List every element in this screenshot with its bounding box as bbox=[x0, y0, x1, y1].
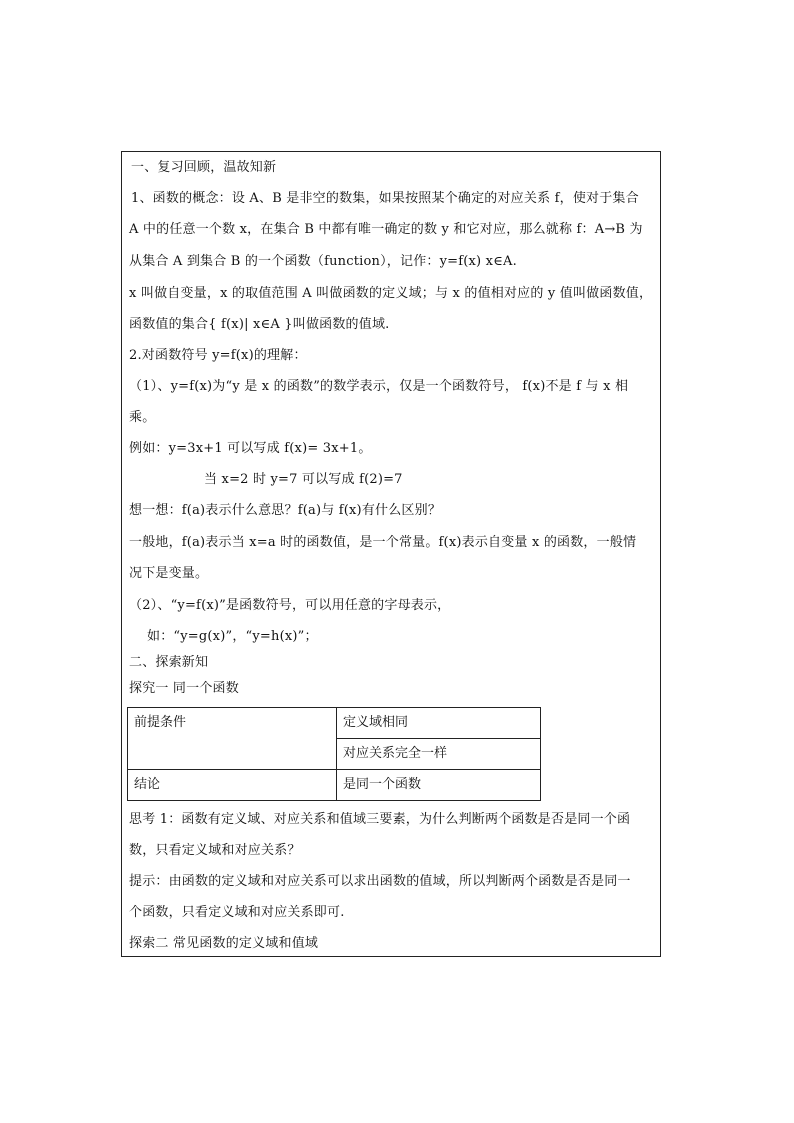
example-line-1: 例如：y=3x+1 可以写成 f(x)= 3x+1。 bbox=[129, 441, 372, 456]
review-heading: 一、复习回顾，温故知新 bbox=[131, 160, 277, 175]
symbol-line-1: （1）、y=f(x)为“y 是 x 的函数”的数学表示，仅是一个函数符号， f(x)不是 f 与 x 相 bbox=[129, 379, 629, 394]
think1-line-2: 数，只看定义域和对应关系？ bbox=[129, 843, 301, 858]
think1-line-1: 思考 1：函数有定义域、对应关系和值域三要素，为什么判断两个函数是否是同一个函 bbox=[129, 812, 631, 827]
think-line: 想一想：f(a)表示什么意思？f(a)与 f(x)有什么区别？ bbox=[129, 503, 442, 518]
table-row bbox=[128, 770, 541, 801]
premise-label: 前提条件 bbox=[134, 715, 187, 730]
answer-line-1: 一般地，f(a)表示当 x=a 时的函数值，是一个常量。f(x)表示自变量 x 的函数，一般情 bbox=[129, 535, 637, 550]
concept-line-4: x 叫做自变量，x 的取值范围 A 叫做函数的定义域；与 x 的值相对应的 y 值叫做函数值， bbox=[129, 286, 653, 301]
conclusion-value: 是同一个函数 bbox=[343, 777, 422, 792]
premise-value2-cell bbox=[337, 739, 541, 770]
premise-value1-cell bbox=[337, 708, 541, 739]
conclusion-label-cell bbox=[128, 770, 337, 801]
same-function-table bbox=[127, 707, 541, 801]
content-frame bbox=[121, 151, 661, 957]
explore2-title: 探索二 常见函数的定义域和值域 bbox=[129, 936, 319, 951]
example-line-2: 当 x=2 时 y=7 可以写成 f(2)=7 bbox=[204, 472, 403, 487]
symbol-heading: 2.对函数符号 y=f(x)的理解： bbox=[129, 348, 307, 363]
premise-value-1: 定义域相同 bbox=[343, 715, 409, 730]
concept-line-1: 1、函数的概念：设 A、B 是非空的数集，如果按照某个确定的对应关系 f，使对于集合 bbox=[131, 191, 639, 206]
conclusion-label: 结论 bbox=[134, 777, 161, 792]
point2-example: 如：“y=g(x)”，“y=h(x)”； bbox=[147, 629, 318, 644]
symbol-line-2: 乘。 bbox=[129, 410, 156, 425]
conclusion-value-cell bbox=[337, 770, 541, 801]
concept-line-5: 函数值的集合{ f(x)| x∈A }叫做函数的值域. bbox=[129, 317, 390, 332]
premise-label-cell bbox=[128, 708, 337, 770]
explore-heading: 二、探索新知 bbox=[129, 655, 209, 670]
concept-line-2: A 中的任意一个数 x，在集合 B 中都有唯一确定的数 y 和它对应，那么就称 f：A→B 为 bbox=[129, 222, 643, 237]
premise-value-2: 对应关系完全一样 bbox=[343, 746, 448, 761]
concept-line-3: 从集合 A 到集合 B 的一个函数（function），记作：y=f(x) x∈A. bbox=[129, 254, 517, 269]
explore1-title: 探究一 同一个函数 bbox=[129, 681, 239, 696]
hint-line-1: 提示：由函数的定义域和对应关系可以求出函数的值域，所以判断两个函数是否是同一 bbox=[129, 874, 631, 889]
point2-line: （2）、“y=f(x)”是函数符号，可以用任意的字母表示， bbox=[129, 598, 451, 613]
answer-line-2: 况下是变量。 bbox=[129, 566, 209, 581]
hint-line-2: 个函数，只看定义域和对应关系即可. bbox=[129, 905, 345, 920]
table-row bbox=[128, 708, 541, 739]
